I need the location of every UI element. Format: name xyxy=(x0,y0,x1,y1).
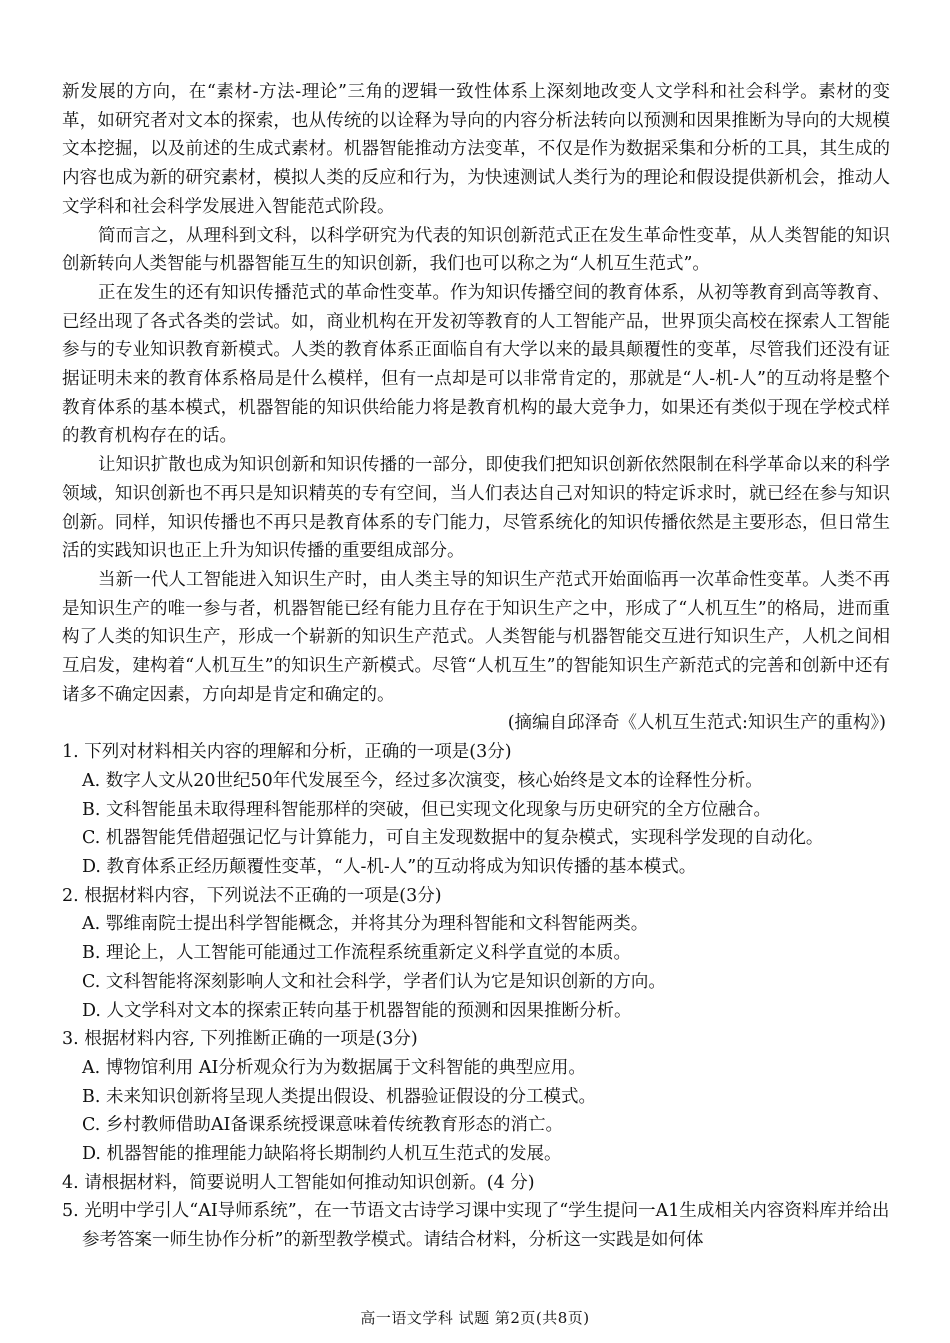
exam-page-content xyxy=(62,78,890,1255)
question-option: A. 鄂维南院士提出科学智能概念，并将其分为理科智能和文科智能两类。 xyxy=(82,914,649,935)
passage-paragraph-2: 简而言之，从理科到文科，以科学研究为代表的知识创新范式正在发生革命性变革，从人类智能的知识创新转向人类智能与机器智能互生的知识创新，我们也可以称之为“人机互生范式”。 xyxy=(62,225,890,275)
question-stem: 1. 下列对材料相关内容的理解和分析，正确的一项是(3分) xyxy=(62,742,512,763)
page-footer: 高一语文学科 试题 第2页(共8页) xyxy=(360,1309,590,1327)
question-4 xyxy=(62,1169,890,1198)
question-option: C. 乡村教师借助AI备课系统授课意味着传统教育形态的消亡。 xyxy=(82,1115,563,1136)
question-option: A. 博物馆利用 AI分析观众行为为数据属于文科智能的典型应用。 xyxy=(82,1057,586,1078)
question-stem: 5. 光明中学引人“AI导师系统”，在一节语文古诗学习课中实现了“学生提问一A1生成相关内容资料库并给出参考答案一师生协作分析”的新型教学模式。请结合材料，分析这一实践是如何体 xyxy=(62,1201,890,1251)
question-option: B. 理论上，人工智能可能通过工作流程系统重新定义科学直觉的本质。 xyxy=(82,943,631,964)
question-5 xyxy=(62,1197,890,1254)
question-3 xyxy=(62,1025,890,1169)
question-stem: 2. 根据材料内容，下列说法不正确的一项是(3分) xyxy=(62,885,442,906)
question-option: C. 文科智能将深刻影响人文和社会科学，学者们认为它是知识创新的方向。 xyxy=(82,971,666,992)
question-1 xyxy=(62,738,890,882)
question-option: C. 机器智能凭借超强记忆与计算能力，可自主发现数据中的复杂模式，实现科学发现的自动化。 xyxy=(82,828,824,849)
passage-source: (摘编自邱泽奇《人机互生范式:知识生产的重构》) xyxy=(507,713,886,734)
passage-paragraph-3: 正在发生的还有知识传播范式的革命性变革。作为知识传播空间的教育体系，从初等教育到高等教育、已经出现了各式各类的尝试。如，商业机构在开发初等教育的人工智能产品，世界顶尖高校在探索人工智能参与的专业知识教育新模式。人类的教育体系正面临自有大学以来的最具颠覆性的变革，尽管我们还没有证据证明未来的教育体系格局是什么模样，但有一点却是可以非常肯定的，那就是“人-机-人”的互动将是整个教育体系的基本模式，机器智能的知识供给能力将是教育机构的最大竞争力，如果还有类似于现在学校式样的教育机构存在的话。 xyxy=(62,282,890,447)
question-option: B. 文科智能虽未取得理科智能那样的突破，但已实现文化现象与历史研究的全方位融合。 xyxy=(82,799,771,820)
question-option: A. 数字人文从20世纪50年代发展至今，经过多次演变，核心始终是文本的诠释性分析。 xyxy=(82,770,763,791)
question-stem: 4. 请根据材料，简要说明人工智能如何推动知识创新。(4 分) xyxy=(62,1172,535,1193)
question-2 xyxy=(62,882,890,1026)
question-stem: 3. 根据材料内容, 下列推断正确的一项是(3分) xyxy=(62,1029,418,1050)
question-option: B. 未来知识创新将呈现人类提出假设、机器验证假设的分工模式。 xyxy=(82,1086,596,1107)
question-option: D. 机器智能的推理能力缺陷将长期制约人机互生范式的发展。 xyxy=(82,1144,562,1165)
question-option: D. 教育体系正经历颠覆性变革，“人-机-人”的互动将成为知识传播的基本模式。 xyxy=(82,856,697,877)
passage-paragraph-1: 新发展的方向，在“素材-方法-理论”三角的逻辑一致性体系上深刻地改变人文学科和社会科学。素材的变革，如研究者对文本的探索，也从传统的以诠释为导向的内容分析法转向以预测和因果推断为导向的大规模文本挖掘，以及前述的生成式素材。机器智能推动方法变革，不仅是作为数据采集和分析的工具，其生成的内容也成为新的研究素材，模拟人类的反应和行为，为快速测试人类行为的理论和假设提供新机会，推动人文学科和社会科学发展进入智能范式阶段。 xyxy=(62,82,890,217)
question-option: D. 人文学科对文本的探索正转向基于机器智能的预测和因果推断分析。 xyxy=(82,1000,632,1021)
passage-paragraph-5: 当新一代人工智能进入知识生产时，由人类主导的知识生产范式开始面临再一次革命性变革。人类不再是知识生产的唯一参与者，机器智能已经有能力且存在于知识生产之中，形成了“人机互生”的格局，进而重构了人类的知识生产，形成一个崭新的知识生产范式。人类智能与机器智能交互进行知识生产，人机之间相互启发，建构着“人机互生”的知识生产新模式。尽管“人机互生”的智能知识生产新范式的完善和创新中还有诸多不确定因素，方向却是肯定和确定的。 xyxy=(62,569,890,705)
passage-paragraph-4: 让知识扩散也成为知识创新和知识传播的一部分，即使我们把知识创新依然限制在科学革命以来的科学领域，知识创新也不再只是知识精英的专有空间，当人们表达自己对知识的特定诉求时，就已经在参与知识创新。同样，知识传播也不再只是教育体系的专门能力，尽管系统化的知识传播依然是主要形态，但日常生活的实践知识也正上升为知识传播的重要组成部分。 xyxy=(62,455,890,562)
